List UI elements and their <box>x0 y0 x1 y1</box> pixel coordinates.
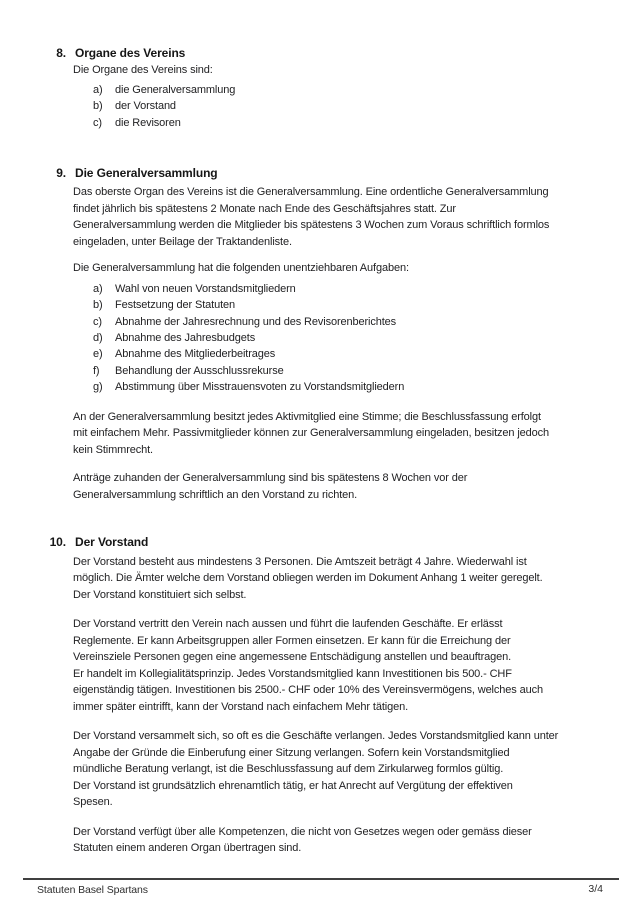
paragraph-line: Die Organe des Vereins sind: <box>73 63 213 76</box>
paragraph-line: Generalversammlung werden die Mitglieder bis spätestens 3 Wochen zum Voraus schriftlich formlos <box>73 219 550 232</box>
list-marker: b) <box>93 299 103 312</box>
aufgaben-list <box>0 281 644 396</box>
list-item <box>93 363 644 379</box>
list-item-text: Festsetzung der Statuten <box>115 299 236 312</box>
list-item-text: die Generalversammlung <box>115 84 236 96</box>
list-item <box>93 115 644 131</box>
paragraph-line: An der Generalversammlung besitzt jedes Aktivmitglied eine Stimme; die Beschlussfassung erfolgt <box>73 410 541 423</box>
footer-document-title: Statuten Basel Spartans <box>37 884 148 896</box>
section-title: Organe des Vereins <box>75 46 186 60</box>
aufgaben-intro-line: Die Generalversammlung hat die folgenden unentziehbaren Aufgaben: <box>73 262 409 275</box>
organe-list <box>0 82 644 131</box>
section-10-heading <box>0 534 644 551</box>
list-item-text: Abnahme des Mitgliederbeitrages <box>115 348 276 361</box>
gv-paragraph-antraege <box>0 470 644 503</box>
section-number: 9. <box>56 165 66 180</box>
list-item <box>93 281 644 297</box>
section-number: 8. <box>56 46 66 60</box>
paragraph-line: möglich. Die Ämter welche dem Vorstand obliegen werden im Dokument Anhang 1 weiter geregelt. <box>73 572 543 585</box>
paragraph-line: Generalversammlung schriftlich an den Vorstand zu richten. <box>73 488 358 501</box>
section-number: 10. <box>49 535 66 550</box>
list-item-text: Abnahme des Jahresbudgets <box>115 331 256 344</box>
paragraph-line: Der Vorstand verfügt über alle Kompetenzen, die nicht von Gesetzes wegen oder gemäss dieser <box>73 825 532 838</box>
paragraph-line: Statuten einem anderen Organ übertragen sind. <box>73 842 302 855</box>
paragraph-line: Angabe der Gründe die Einberufung einer Sitzung verlangen. Sofern kein Vorstandsmitglied <box>73 746 510 759</box>
list-item <box>93 82 644 98</box>
page-number: 3/4 <box>588 883 603 895</box>
paragraph-line: Spesen. <box>73 796 113 809</box>
section-9-heading <box>0 165 644 182</box>
paragraph-line: Er handelt im Kollegialitätsprinzip. Jedes Vorstandsmitglied kann Investitionen bis 500.- CHF <box>73 667 512 680</box>
list-item <box>93 314 644 330</box>
paragraph-line: Vereinsziele Personen gegen eine angemessene Entschädigung anstellen und beauftragen. <box>73 651 512 664</box>
list-item <box>93 346 644 362</box>
footer-divider <box>23 878 619 880</box>
vorstand-paragraph-1 <box>0 554 644 604</box>
list-marker: a) <box>93 84 103 96</box>
section-title: Die Generalversammlung <box>75 165 218 180</box>
list-marker: c) <box>93 116 102 129</box>
list-marker: d) <box>93 331 103 344</box>
vorstand-paragraph-3 <box>0 728 644 811</box>
paragraph-line: Der Vorstand versammelt sich, so oft es die Geschäfte verlangen. Jedes Vorstandsmitglied kann unter <box>73 730 559 743</box>
gv-paragraph-1 <box>0 184 644 250</box>
list-item-text: die Revisoren <box>115 116 181 129</box>
list-item <box>93 379 644 395</box>
paragraph-line: mündliche Beratung verlangt, ist die Beschlussfassung auf dem Zirkularweg formlos gültig. <box>73 763 504 776</box>
paragraph-line: Der Vorstand ist grundsätzlich ehrenamtlich tätig, er hat Anrecht auf Vergütung der effektiven <box>73 779 513 792</box>
paragraph-line: Das oberste Organ des Vereins ist die Generalversammlung. Eine ordentliche Generalversammlung <box>73 186 549 199</box>
paragraph-line: findet jährlich bis spätestens 2 Monate nach Ende des Geschäftsjahres statt. Zur <box>73 202 456 215</box>
vorstand-paragraph-2 <box>0 616 644 715</box>
list-item-text: Abstimmung über Misstrauensvoten zu Vorstandsmitgliedern <box>115 381 405 394</box>
list-item <box>93 330 644 346</box>
paragraph-line: eigenständig tätigen. Investitionen bis 2500.- CHF oder 10% des Vereinsvermögens, welches auch <box>73 684 543 697</box>
list-marker: a) <box>93 282 103 295</box>
list-marker: f) <box>93 364 100 377</box>
section-8-heading <box>0 45 644 62</box>
section-title: Der Vorstand <box>75 535 149 550</box>
paragraph-line: Der Vorstand besteht aus mindestens 3 Personen. Die Amtszeit beträgt 4 Jahre. Wiederwahl ist <box>73 555 527 568</box>
paragraph-line: Der Vorstand konstituiert sich selbst. <box>73 588 247 601</box>
paragraph-line: Der Vorstand vertritt den Verein nach aussen und führt die laufenden Geschäfte. Er erlässt <box>73 618 503 631</box>
paragraph-line: mit einfachem Mehr. Passivmitglieder können zur Generalversammlung eingeladen, besitzen jedoch <box>73 427 550 440</box>
paragraph-line: Anträge zuhanden der Generalversammlung sind bis spätestens 8 Wochen vor der <box>73 472 468 485</box>
vorstand-paragraph-4 <box>0 824 644 857</box>
list-item-text: Abnahme der Jahresrechnung und des Revisorenberichtes <box>115 315 397 328</box>
paragraph-line: immer später eintrifft, kann der Vorstand nach einfachem Mehr tätigen. <box>73 700 409 713</box>
gv-paragraph-stimme <box>0 409 644 459</box>
list-item <box>93 297 644 313</box>
list-item-text: Wahl von neuen Vorstandsmitgliedern <box>115 282 296 295</box>
paragraph-line: Reglemente. Er kann Arbeitsgruppen aller Formen einsetzen. Er kann für die Erreichung der <box>73 634 511 647</box>
paragraph-line: kein Stimmrecht. <box>73 443 153 456</box>
list-marker: g) <box>93 381 103 394</box>
list-item-text: Behandlung der Ausschlussrekurse <box>115 364 284 377</box>
list-item <box>93 98 644 114</box>
list-marker: c) <box>93 315 102 328</box>
list-marker: b) <box>93 100 103 113</box>
paragraph-line: eingeladen, unter Beilage der Traktandenliste. <box>73 235 292 248</box>
list-marker: e) <box>93 348 103 361</box>
list-item-text: der Vorstand <box>115 100 176 113</box>
